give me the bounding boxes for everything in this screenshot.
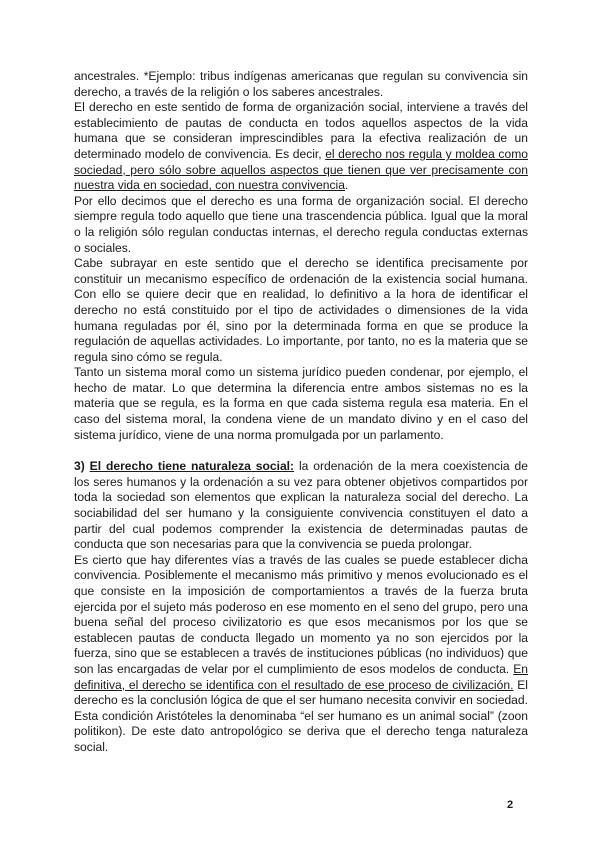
section-3-text: la ordenación de la mera coexistencia de los seres humanos y la ordenación a su vez para obtener objetivos compartidos por toda la sociedad son elementos que explican la naturaleza social del derecho. La sociabilidad del ser humano y la consiguiente convivencia constituyen el dato a partir del cual podemos comprender la existencia de determinadas pautas de conducta que son necesarias para que la convivencia se pueda prolongar.: [74, 459, 528, 552]
underlined-emphasis: En definitiva, el derecho se identifica con el resultado de ese proceso de civilización.: [74, 661, 528, 692]
section-title: El derecho tiene naturaleza social:: [89, 459, 295, 474]
paragraph-text-end: El derecho es la conclusión lógica de que el ser humano necesita convivir en sociedad. Esta condición Aristóteles la denominaba “el ser humano es un animal social” (zoon politikon). De este dato antropológico se deriva que el derecho tenga naturaleza social.: [74, 677, 528, 754]
paragraph-text: Es cierto que hay diferentes vías a través de las cuales se puede establecer dicha convivencia. Posiblemente el mecanismo más primitivo y menos evolucionado es el que consiste en la imposición de comportamientos a través de la fuerza bruta ejercida por el sujeto más poderoso en ese momento en el seno del grupo, pero una buena señal del proceso civilizatorio es que esos mecanismos por los que se establecen pautas de conducta llegado un momento ya no son ejercidos por la fuerza, sino que se establecen a través de instituciones públicas (no individuos) que son las encargadas de velar por el cumplimiento de esos modelos de conducta.: [74, 552, 528, 676]
section-number: 3): [74, 459, 90, 474]
page-number: 2: [507, 799, 514, 811]
paragraph-mecanismo-especifico: Cabe subrayar en este sentido que el derecho se identifica precisamente por constituir un mecanismo específico de ordenación de la existencia social humana. Con ello se quiere decir que en realidad, lo definitivo a la hora de identificar el derecho no está constituido por el tipo de actividades o dimensiones de la vida humana reguladas por él, sino por la determinada forma en que se produce la regulación de aquellas actividades. Lo importante, por tanto, no es la materia que se regula sino cómo se regula.: [74, 256, 528, 364]
paragraph-trascendencia-publica: Por ello decimos que el derecho es una forma de organización social. El derecho siempre regula todo aquello que tiene una trascendencia pública. Igual que la moral o la religión sólo regulan conductas internas, el derecho regula conductas externas o sociales.: [74, 193, 528, 255]
paragraph-sistema-moral-juridico: Tanto un sistema moral como un sistema jurídico pueden condenar, por ejemplo, el hecho de matar. Lo que determina la diferencia entre ambos sistemas no es la materia que se regula, es la forma en que cada sistema regula esa materia. En el caso del sistema moral, la condena viene de un mandato divino y en el caso del sistema jurídico, viene de una norma promulgada por un parlamento.: [74, 365, 528, 442]
paragraph-text-end: .: [344, 178, 349, 193]
section-spacer: [74, 443, 528, 459]
paragraph-text: El derecho en este sentido de forma de organización social, interviene a través del establecimiento de pautas de conducta en todos aquellos aspectos de la vida humana que se consideran imprescindibles para la efectiva realización de un determinado modelo de convivencia. Es decir,: [74, 100, 528, 161]
paragraph-proceso-civilizatorio: [74, 553, 528, 756]
paragraph-ancestrales: ancestrales. *Ejemplo: tribus indígenas americanas que regulan su convivencia sin derecho, a través de la religión o los saberes ancestrales.: [74, 69, 528, 99]
section-3-intro: [74, 459, 528, 553]
paragraph-organizacion-social: [74, 100, 528, 194]
underlined-emphasis: el derecho nos regula y moldea como sociedad, pero sólo sobre aquellos aspectos que tienen que ver precisamente con nuestra vida en sociedad, con nuestra convivencia: [74, 146, 528, 193]
document-body: [74, 69, 528, 756]
